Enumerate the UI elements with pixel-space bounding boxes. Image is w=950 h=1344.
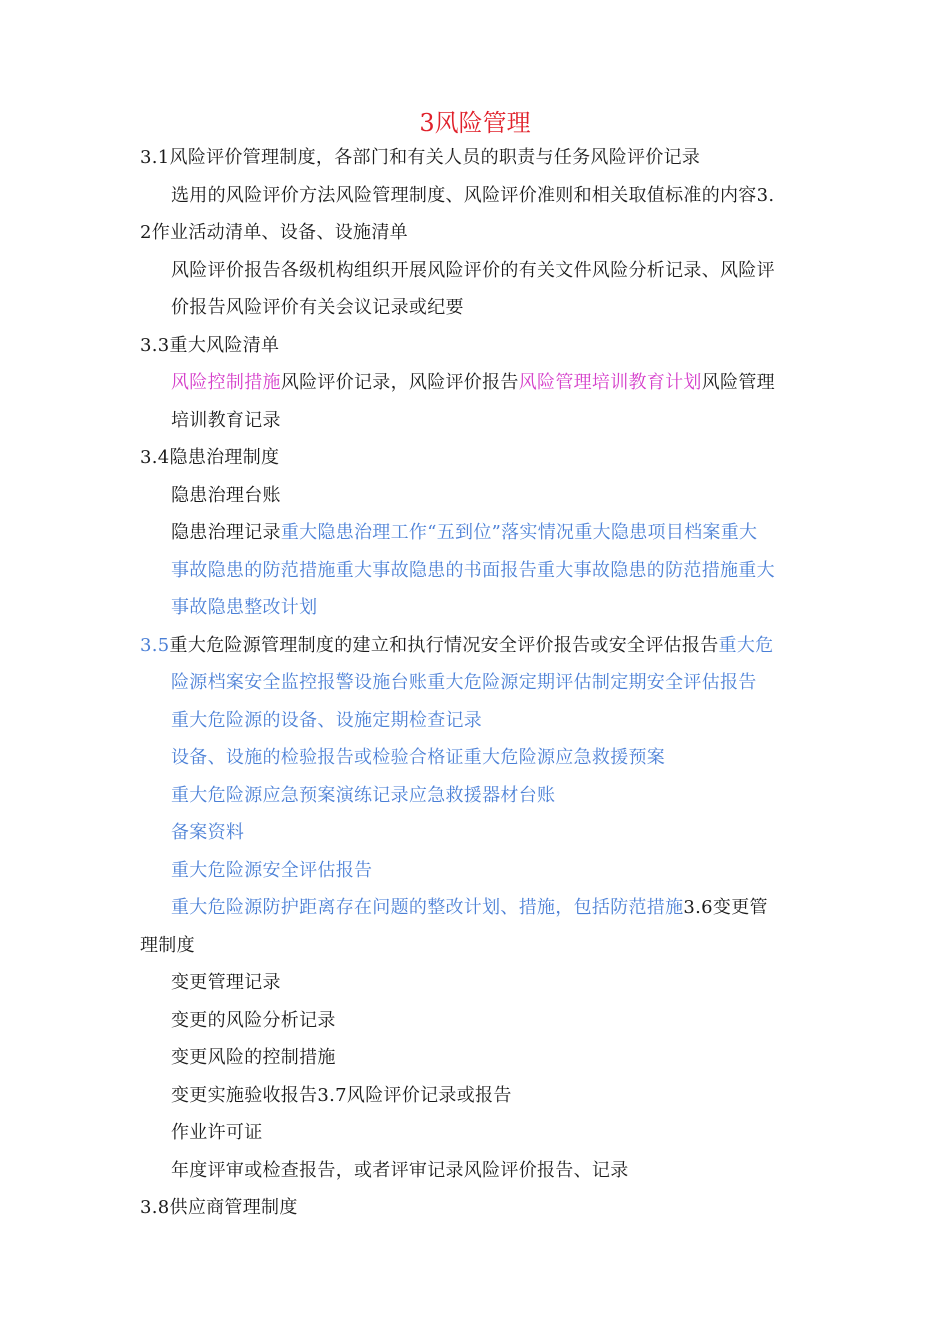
text-line: 年度评审或检查报告，或者评审记录风险评价报告、记录 [171, 1160, 629, 1181]
page-title: 3风险管理 [419, 109, 531, 137]
plain-text: 3.6变更管 [683, 897, 768, 918]
text-line: 3.3重大风险清单 [140, 335, 280, 356]
text-line: 变更实施验收报告3.7风险评价记录或报告 [171, 1085, 512, 1106]
text-line [140, 633, 773, 659]
text-line: 价报告风险评价有关会议记录或纪要 [171, 297, 464, 318]
text-line: 风险评价报告各级机构组织开展风险评价的有关文件风险分析记录、风险评 [171, 260, 775, 281]
text-line: 2作业活动清单、设备、设施清单 [140, 222, 408, 243]
text-line: 变更管理记录 [171, 972, 281, 993]
text-line: 培训教育记录 [171, 410, 281, 431]
text-line: 备案资料 [171, 822, 245, 843]
text-line [171, 895, 768, 921]
blue-text: 重大隐患治理工作“五到位”落实情况重大隐患项目档案重大 [280, 522, 758, 543]
text-line: 3.8供应商管理制度 [140, 1197, 298, 1218]
plain-text: 隐患治理记录 [171, 522, 281, 543]
text-line: 重大危险源应急预案演练记录应急救援器材台账 [171, 785, 556, 806]
highlight-text: 风险管理培训教育计划 [518, 372, 702, 393]
text-line [171, 520, 757, 546]
highlight-text: 风险控制措施 [171, 372, 281, 393]
blue-text: 重大危险源防护距离存在问题的整改计划、措施，包括防范措施 [171, 897, 684, 918]
text-line: 变更的风险分析记录 [171, 1010, 336, 1031]
text-line: 险源档案安全监控报警设施台账重大危险源定期评估制定期安全评估报告 [171, 672, 757, 693]
plain-text: 重大危险源管理制度的建立和执行情况安全评价报告或安全评估报告 [169, 635, 719, 656]
text-line: 重大危险源安全评估报告 [171, 860, 373, 881]
text-line: 3.1风险评价管理制度，各部门和有关人员的职责与任务风险评价记录 [140, 147, 701, 168]
plain-text: 风险评价记录，风险评价报告 [280, 372, 519, 393]
blue-text: 3.5 [140, 635, 170, 656]
text-line: 设备、设施的检验报告或检验合格证重大危险源应急救援预案 [171, 747, 666, 768]
blue-text: 重大危 [718, 635, 774, 656]
text-line [171, 370, 775, 396]
text-line: 理制度 [140, 935, 195, 956]
text-line: 事故隐患的防范措施重大事故隐患的书面报告重大事故隐患的防范措施重大 [171, 560, 775, 581]
text-line: 作业许可证 [171, 1122, 263, 1143]
text-line: 事故隐患整改计划 [171, 597, 318, 618]
text-line: 重大危险源的设备、设施定期检查记录 [171, 710, 483, 731]
text-line: 选用的风险评价方法风险管理制度、风险评价准则和相关取值标准的内容3. [171, 185, 775, 206]
text-line: 隐患治理台账 [171, 485, 281, 506]
text-line: 变更风险的控制措施 [171, 1047, 336, 1068]
plain-text: 风险管理 [701, 372, 775, 393]
text-line: 3.4隐患治理制度 [140, 447, 280, 468]
